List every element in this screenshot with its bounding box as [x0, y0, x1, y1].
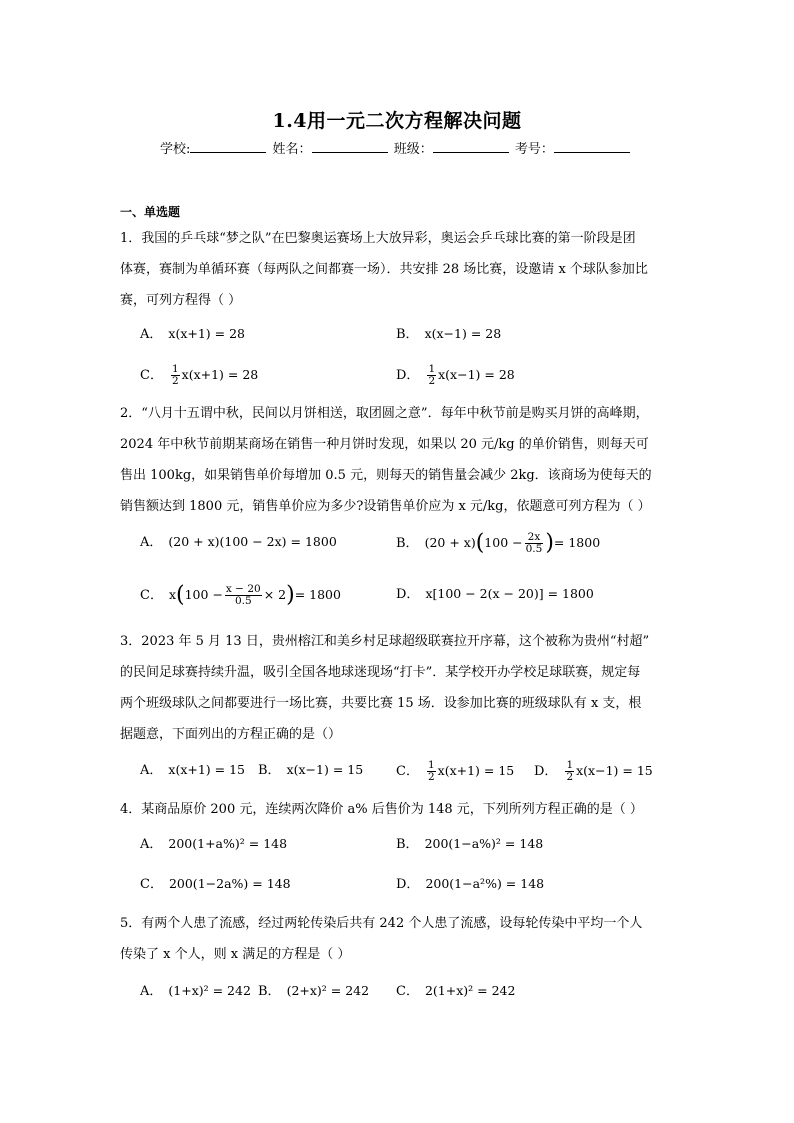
q5-option-a[interactable]: A． (1+x)² = 242 — [140, 983, 251, 999]
q2-option-d[interactable]: D． x[100 − 2(x − 20)] = 1800 — [396, 586, 594, 602]
q4-option-c[interactable]: C． 200(1−2a%) = 148 — [140, 876, 291, 892]
q1-option-a[interactable]: A． x(x+1) = 28 — [140, 326, 245, 342]
q1-option-b[interactable]: B． x(x−1) = 28 — [396, 326, 502, 342]
q2-option-b[interactable]: B． (20 + x)(100 − $\frac{2x}{0.5}$ )= 1800 — [396, 530, 601, 556]
class-blank[interactable] — [433, 140, 509, 153]
school-label: 学校: — [160, 142, 191, 157]
q3-option-c[interactable]: C． $\frac{1}{2}$ x(x+1) = 15 — [396, 759, 515, 783]
fraction-one-half: $\frac{1}{2}$ — [566, 759, 574, 783]
fraction-one-half: $\frac{1}{2}$ — [171, 363, 179, 387]
page-title: 1.4用一元二次方程解决问题 — [272, 110, 522, 132]
q1-line-3: 赛，可列方程得（ ） — [120, 293, 242, 308]
q3-line-3: 两个班级球队之间都要进行一场比赛，共要比赛 15 场．设参加比赛的班级球队有 x 支，根 — [120, 696, 642, 711]
q2-option-a[interactable]: A． (20 + x)(100 − 2x) = 1800 — [140, 534, 337, 550]
q4-option-d[interactable]: D． 200(1−a²%) = 148 — [396, 876, 545, 892]
school-blank[interactable] — [190, 140, 266, 153]
q1-line-1: 1．我国的乒乓球“梦之队”在巴黎奥运赛场上大放异彩，奥运会乒乓球比赛的第一阶段是团 — [120, 231, 636, 246]
q5-option-b[interactable]: B． (2+x)² = 242 — [258, 983, 370, 999]
q3-option-d[interactable]: D． $\frac{1}{2}$ x(x−1) = 15 — [534, 759, 653, 783]
q2-line-2: 2024 年中秋节前期某商场在销售一种月饼时发现，如果以 20 元/kg 的单价销售，则每天可 — [120, 437, 649, 452]
q2-line-4: 销售额达到 1800 元，销售单价应为多少?设销售单价应为 x 元/kg，依题意可列方程为（ ） — [120, 499, 651, 514]
q4-option-b[interactable]: B． 200(1−a%)² = 148 — [396, 836, 544, 852]
exam-number-blank[interactable] — [554, 140, 630, 153]
q3-option-b[interactable]: B． x(x−1) = 15 — [258, 762, 364, 778]
exam-number-label: 考号： — [514, 142, 554, 157]
q3-line-2: 的民间足球赛持续升温，吸引全国各地球迷现场“打卡”．某学校开办学校足球联赛，规定每 — [120, 665, 641, 680]
q5-line-2: 传染了 x 个人，则 x 满足的方程是（ ） — [120, 947, 351, 962]
name-blank[interactable] — [312, 140, 388, 153]
q1-option-d[interactable]: D． $\frac{1}{2}$ x(x−1) = 28 — [396, 363, 515, 387]
q4-option-a[interactable]: A． 200(1+a%)² = 148 — [140, 836, 288, 852]
q3-option-a[interactable]: A． x(x+1) = 15 — [140, 762, 245, 778]
name-label: 姓名： — [272, 142, 312, 157]
q2-line-3: 售出 100kg，如果销售单价每增加 0.5 元，则每天的销售量会减少 2kg．该商场为使每天的 — [120, 468, 652, 483]
q2-option-c[interactable]: C． x(100 − $\frac{x - 20}{0.5}$ × 2)= 1800 — [140, 582, 341, 608]
student-info-line — [160, 138, 632, 157]
q5-option-c[interactable]: C． 2(1+x)² = 242 — [396, 983, 516, 999]
q4-line-1: 4．某商品原价 200 元，连续两次降价 a% 后售价为 148 元，下列所列方程正确的是（ ） — [120, 802, 643, 817]
fraction-x-20-over-0.5: $\frac{x - 20}{0.5}$ — [225, 583, 261, 607]
section-heading: 一、单选题 — [120, 205, 181, 219]
q1-line-2: 体赛，赛制为单循环赛（每两队之间都赛一场）．共安排 28 场比赛，设邀请 x 个球队参加比 — [120, 262, 648, 277]
q5-line-1: 5．有两个人患了流感，经过两轮传染后共有 242 个人患了流感，设每轮传染中平均一个人 — [120, 916, 643, 931]
q3-line-4: 据题意，下面列出的方程正确的是（） — [120, 727, 342, 742]
q1-option-c[interactable]: C． $\frac{1}{2}$ x(x+1) = 28 — [140, 363, 259, 387]
fraction-one-half: $\frac{1}{2}$ — [428, 363, 436, 387]
q3-line-1: 3．2023 年 5 月 13 日，贵州榕江和美乡村足球超级联赛拉开序幕，这个被称为贵州“村超” — [120, 634, 650, 649]
fraction-one-half: $\frac{1}{2}$ — [427, 759, 435, 783]
q2-line-1: 2．“八月十五谓中秋，民间以月饼相送，取团圆之意”．每年中秋节前是购买月饼的高峰期， — [120, 406, 649, 421]
fraction-2x-over-0.5: $\frac{2x}{0.5}$ — [525, 531, 543, 555]
class-label: 班级： — [393, 142, 433, 157]
